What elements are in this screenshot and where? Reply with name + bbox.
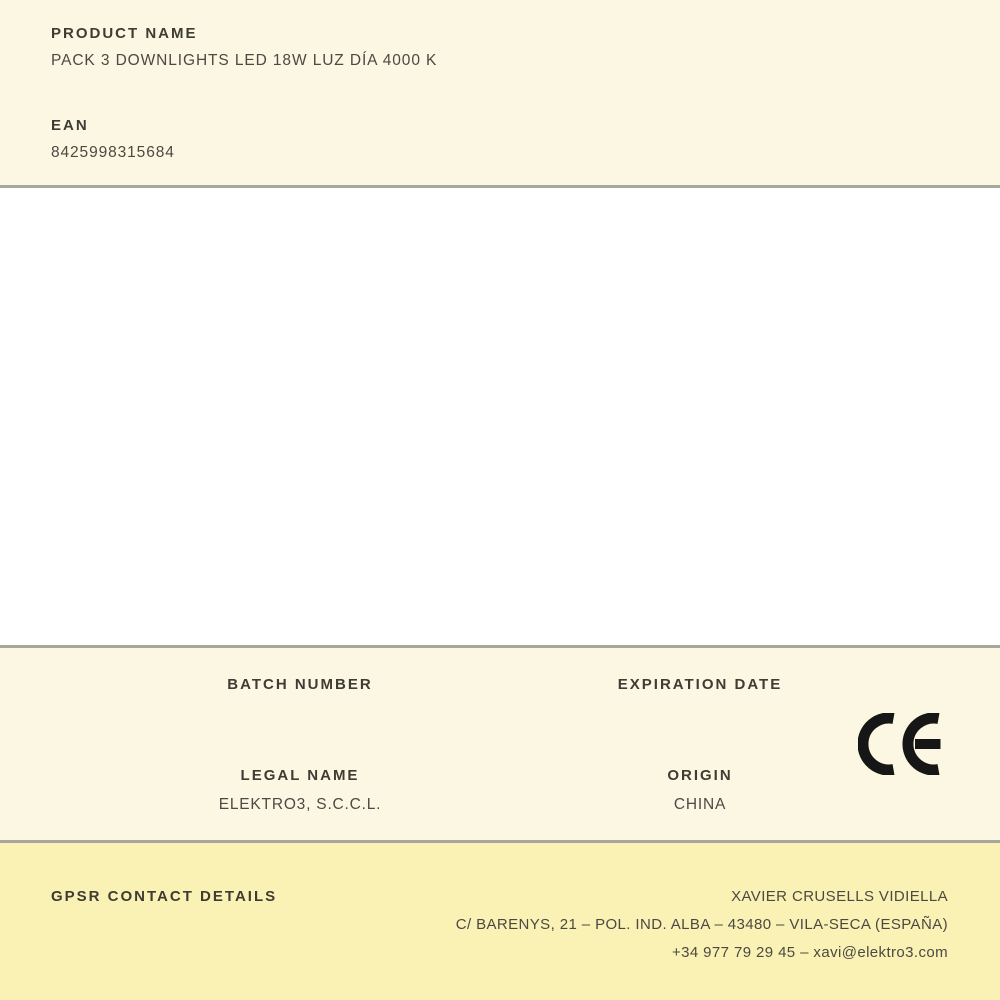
batch-number-field: [100, 675, 500, 694]
legal-name-label: LEGAL NAME: [240, 767, 360, 784]
product-name-field: [51, 24, 949, 72]
expiration-date-label: EXPIRATION DATE: [617, 676, 783, 693]
ean-value: 8425998315684: [51, 144, 175, 161]
traceability-section: [0, 648, 1000, 840]
origin-field: [500, 766, 900, 814]
gpsr-section: [0, 843, 1000, 1000]
origin-label: ORIGIN: [667, 767, 733, 784]
legal-name-value: ELEKTRO3, S.C.C.L.: [218, 796, 382, 813]
traceability-row-1: [100, 648, 900, 694]
expiration-date-field: [500, 675, 900, 694]
ean-field: [51, 116, 949, 164]
legal-name-field: [100, 766, 500, 814]
origin-value: CHINA: [673, 796, 727, 813]
product-info-section: [0, 0, 1000, 185]
ce-mark-icon: [858, 713, 941, 775]
batch-number-label: BATCH NUMBER: [227, 676, 373, 693]
gpsr-contact-label: GPSR CONTACT DETAILS: [51, 888, 278, 905]
gpsr-contact-block: [456, 883, 948, 967]
ean-label: EAN: [51, 117, 89, 134]
product-name-value: PACK 3 DOWNLIGHTS LED 18W LUZ DÍA 4000 K: [51, 52, 438, 69]
traceability-row-2: [100, 694, 900, 814]
gpsr-contact-name: XAVIER CRUSELLS VIDIELLA: [731, 888, 948, 905]
gpsr-contact-address: C/ BARENYS, 21 – POL. IND. ALBA – 43480 – VILA-SECA (ESPAÑA): [455, 916, 948, 933]
product-image-area: [0, 188, 1000, 645]
gpsr-contact-phone-email: +34 977 79 29 45 – xavi@elektro3.com: [671, 944, 948, 961]
product-name-label: PRODUCT NAME: [51, 25, 198, 42]
